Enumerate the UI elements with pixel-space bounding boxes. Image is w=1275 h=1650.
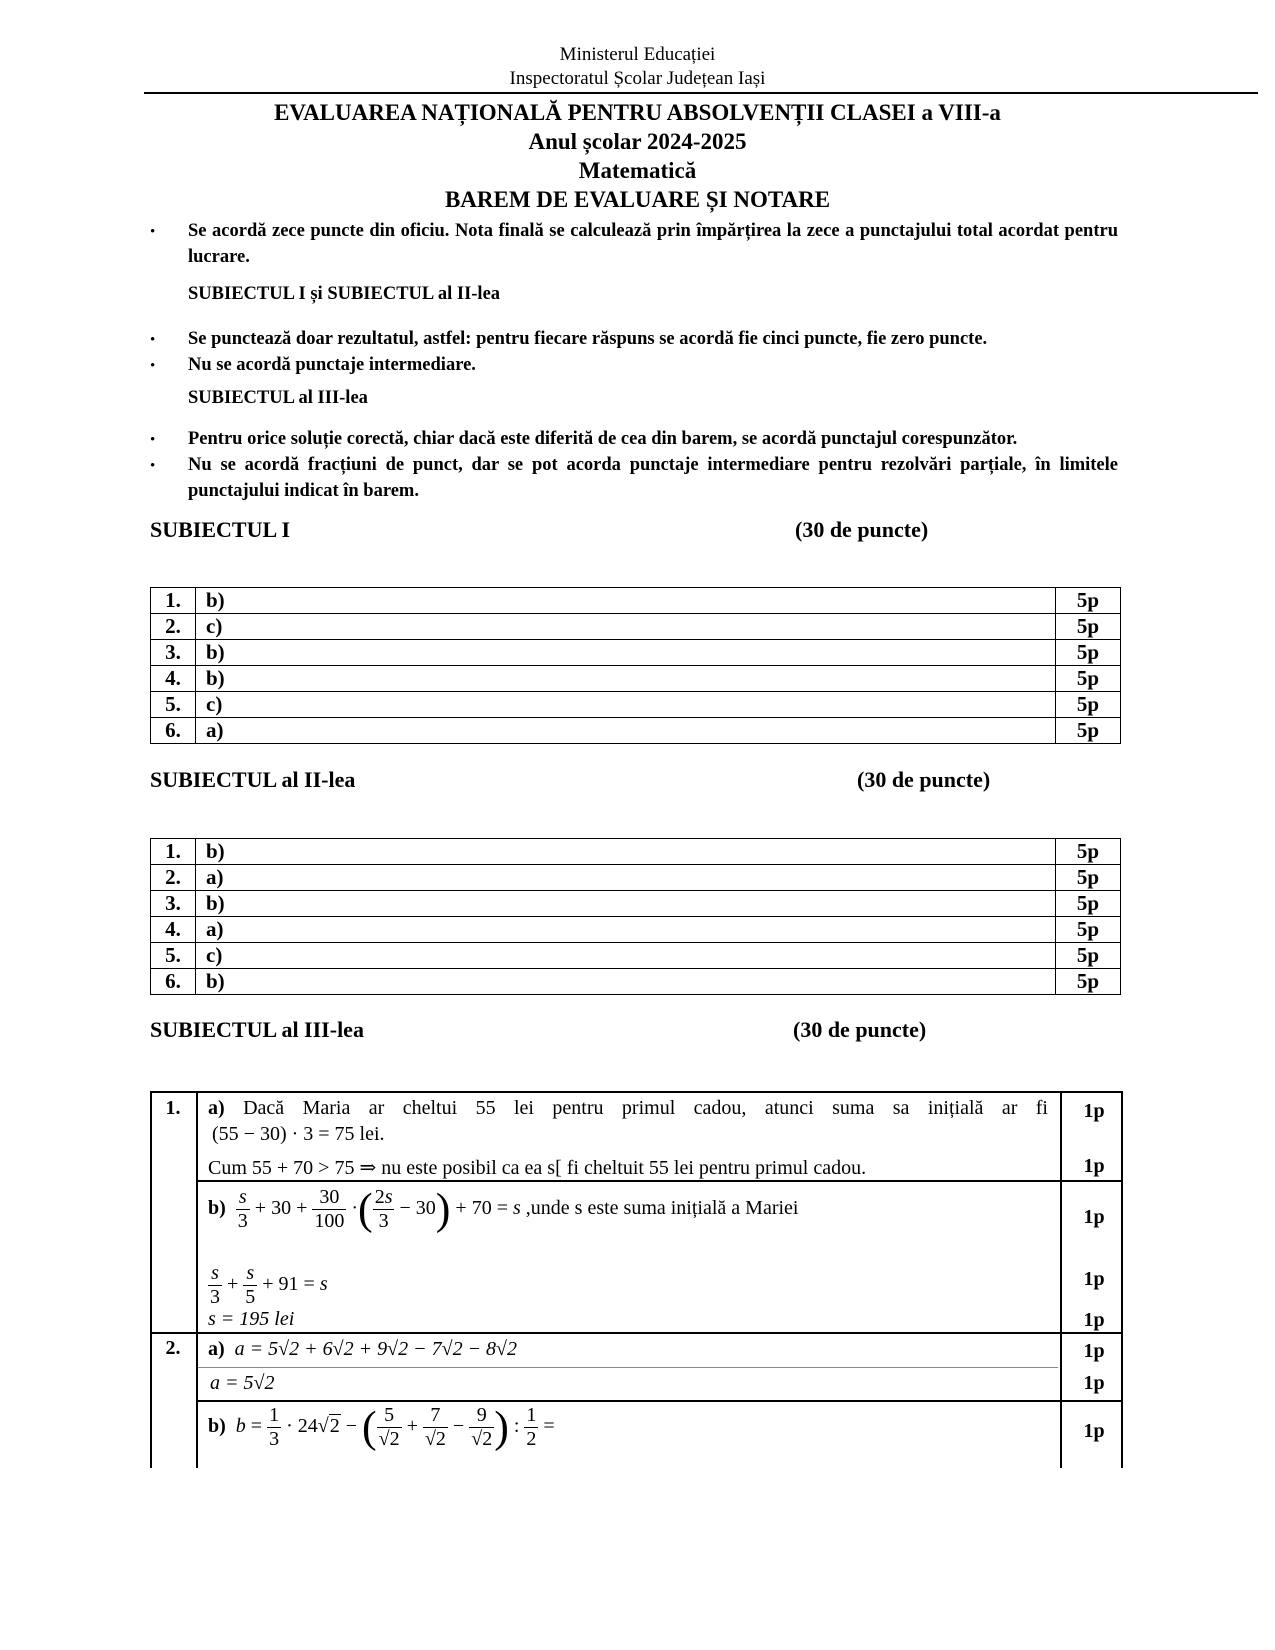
bullet-icon: • (150, 432, 156, 448)
barem-title: BAREM DE EVALUARE ȘI NOTARE (444, 187, 831, 212)
points-badge: 1p (1083, 1100, 1105, 1122)
points-badge: 1p (1083, 1268, 1105, 1290)
table-row: 1. b) 5p (151, 588, 1121, 614)
table-row: 4. b) 5p (151, 666, 1121, 692)
table-row: 4. a) 5p (151, 917, 1121, 943)
table-row: 5. c) 5p (151, 943, 1121, 969)
problem-2b-expression: b) b = $\frac{1}{3}$ · 24√2 − ( $\frac{5}{√2}$ + $\frac{7}{√2}$ − $\frac{9}{√2}$ ) : $\frac{1}{2}$ = (208, 1402, 555, 1452)
table-row: 2. a) 5p (151, 865, 1121, 891)
problem-1-number: 1. (165, 1097, 181, 1119)
bullet-icon: • (150, 458, 156, 474)
problem-2-number: 2. (165, 1337, 181, 1359)
header-ministry: Ministerul Educației (559, 44, 716, 65)
instruction-heading-1: SUBIECTUL I și SUBIECTUL al II-lea (188, 284, 501, 304)
table-row: 3. b) 5p (151, 891, 1121, 917)
bullet-icon: • (150, 224, 156, 240)
subject-name: Matematică (578, 158, 697, 183)
instruction-4: Pentru orice soluție corectă, chiar dacă este diferită de cea din barem, se acordă punctajul corespunzător. (188, 429, 1018, 449)
instruction-5: Nu se acordă fracțiuni de punct, dar se pot acorda punctaje intermediare pentru rezolvări parțiale, în limitele punctajului indicat în barem. (188, 455, 1118, 501)
instruction-2: Se punctează doar rezultatul, astfel: pentru fiecare răspuns se acordă fie cinci puncte, fie zero puncte. (188, 329, 988, 349)
subiect2-title: SUBIECTUL al II-lea (150, 767, 356, 792)
instruction-heading-2: SUBIECTUL al III-lea (188, 388, 368, 408)
problem-1a-calc: (55 − 30) · 3 = 75 lei. (212, 1123, 385, 1145)
problem-2a-expression: a) a = 5√2 + 6√2 + 9√2 − 7√2 − 8√2 (208, 1338, 518, 1360)
points-badge: 1p (1083, 1155, 1105, 1177)
problem-2a-result: a = 5√2 (210, 1372, 275, 1394)
instruction-3: Nu se acordă punctaje intermediare. (188, 355, 476, 375)
points-badge: 1p (1083, 1206, 1105, 1228)
subiect3-title: SUBIECTUL al III-lea (150, 1017, 364, 1042)
school-year: Anul școlar 2024-2025 (528, 129, 747, 154)
subiect1-table (150, 587, 1121, 744)
table-row: 6. a) 5p (151, 718, 1121, 744)
problem-1b-simplified: $\frac{s}{3}$ + $\frac{s}{5}$ + 91 = s (210, 1262, 328, 1308)
subiect2-table (150, 838, 1121, 995)
table-row: 5. c) 5p (151, 692, 1121, 718)
points-badge: 1p (1083, 1340, 1105, 1362)
table-row: 2. c) 5p (151, 614, 1121, 640)
points-badge: 1p (1083, 1309, 1105, 1331)
subiect3-points: (30 de puncte) (793, 1017, 927, 1042)
problem-1a-conclusion: Cum 55 + 70 > 75 ⇒ nu este posibil ca ea s[ fi cheltuit 55 lei pentru primul cadou. (208, 1157, 867, 1179)
instruction-1: Se acordă zece puncte din oficiu. Nota finală se calculează prin împărțirea la zece a punctajului total acordat pentru lucrare. (188, 221, 1118, 267)
subiect1-points: (30 de puncte) (795, 517, 929, 542)
points-badge: 1p (1083, 1372, 1105, 1394)
problem-1b-equation: b) $\frac{s}{3}$ + 30 + $\frac{30}{100}$ ·( $\frac{2s}{3}$ − 30) + 70 = s ,unde s este suma inițială a Mariei (208, 1184, 799, 1234)
header-inspectorate: Inspectoratul Școlar Județean Iași (509, 68, 766, 89)
problem-1b-result: s = 195 lei (208, 1308, 295, 1330)
bullet-icon: • (150, 358, 156, 374)
table-row: 3. b) 5p (151, 640, 1121, 666)
table-row: 6. b) 5p (151, 969, 1121, 995)
header-rule (144, 92, 1258, 94)
table-row: 1. b) 5p (151, 839, 1121, 865)
subiect2-points: (30 de puncte) (857, 767, 991, 792)
problem-1a-text: a) Dacă Maria ar cheltui 55 lei pentru primul cadou, atunci suma sa inițială ar fi (208, 1097, 1048, 1119)
bullet-icon: • (150, 332, 156, 348)
exam-title: EVALUAREA NAȚIONALĂ PENTRU ABSOLVENȚII CLASEI a VIII-a (274, 100, 1001, 125)
points-badge: 1p (1083, 1420, 1105, 1442)
subiect1-title: SUBIECTUL I (150, 517, 291, 542)
